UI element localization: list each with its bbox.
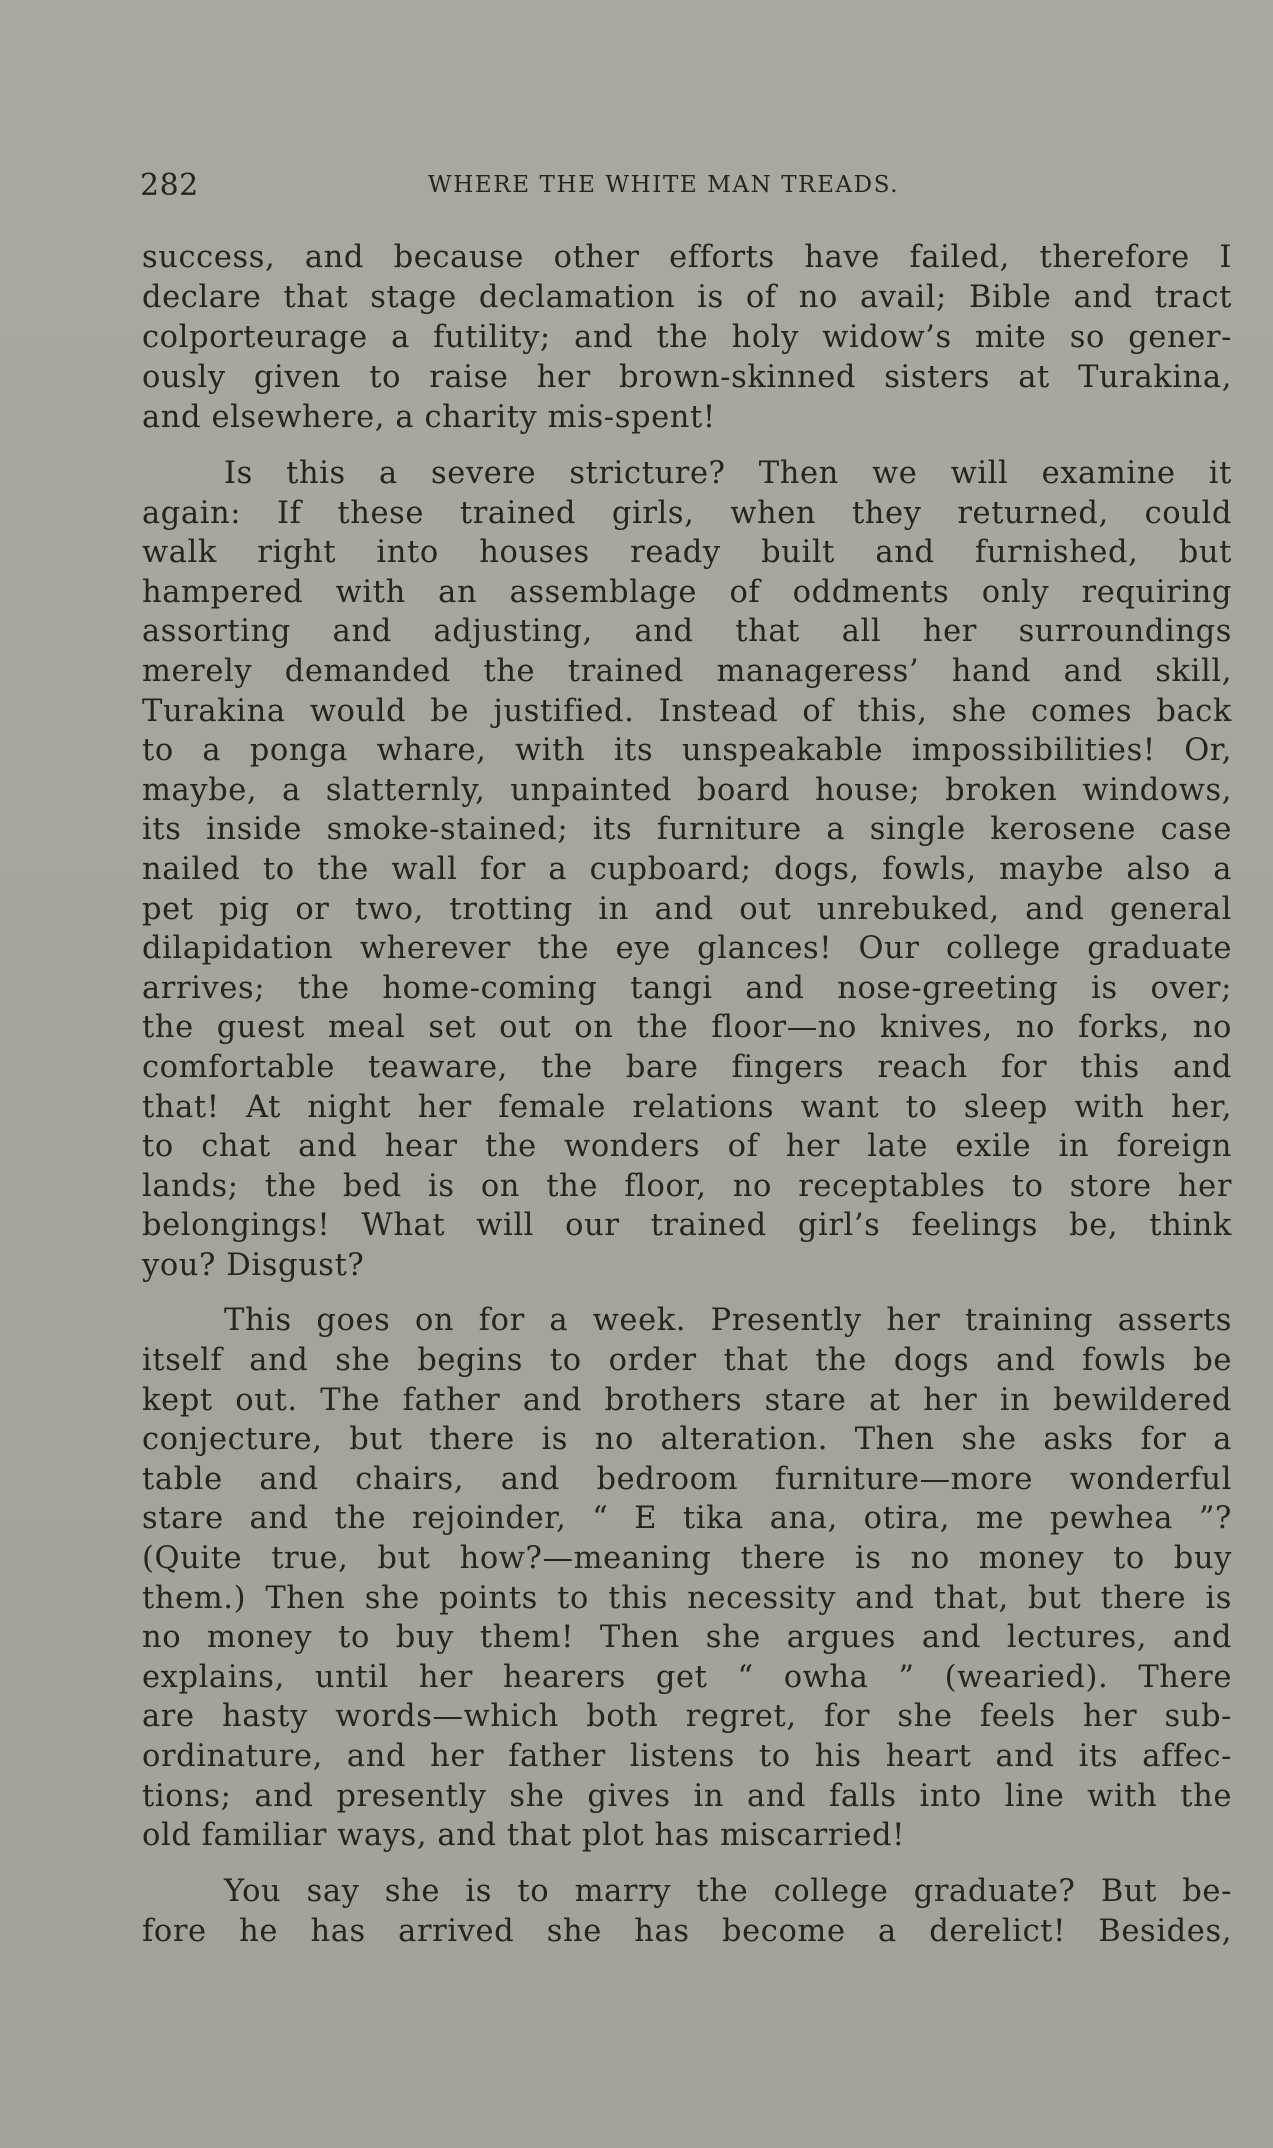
text-line: old familiar ways, and that plot has miscarried!	[142, 1818, 906, 1854]
text-line: ordinature, and her father listens to his heart and its affec-	[142, 1739, 1232, 1774]
text-line: success, and because other efforts have failed, therefore I	[142, 240, 1232, 275]
text-line: Is this a severe stricture? Then we will examine it	[224, 456, 1232, 491]
text-line: walk right into houses ready built and furnished, but	[142, 535, 1232, 571]
text-line: its inside smoke-stained; its furniture a single kerosene case	[142, 812, 1232, 848]
text-line: assorting and adjusting, and that all her surroundings	[142, 614, 1232, 650]
text-line: explains, until her hearers get “ owha ” (wearied). There	[142, 1659, 1232, 1695]
text-line: and elsewhere, a charity mis-spent!	[142, 400, 716, 435]
text-line: that! At night her female relations want to sleep with her,	[142, 1089, 1232, 1125]
text-line: tions; and presently she gives in and falls into line with the	[142, 1778, 1232, 1814]
text-line: to a ponga whare, with its unspeakable impossibilities! Or,	[142, 733, 1232, 769]
paragraph-2	[142, 454, 1232, 1285]
text-line: You say she is to marry the college graduate? But be-	[224, 1873, 1232, 1909]
text-line: again: If these trained girls, when they returned, could	[142, 495, 1232, 531]
paragraph-4	[142, 1872, 1232, 1952]
paragraph-3	[142, 1301, 1232, 1855]
text-line: colporteurage a futility; and the holy widow’s mite so gener-	[142, 320, 1232, 355]
text-line: pet pig or two, trotting in and out unrebuked, and general	[142, 891, 1232, 927]
page-header	[140, 168, 1235, 208]
text-line: lands; the bed is on the floor, no receptables to store her	[142, 1168, 1232, 1204]
text-line: kept out. The father and brothers stare at her in bewildered	[142, 1382, 1232, 1418]
body-text	[142, 238, 1232, 1952]
text-line: table and chairs, and bedroom furniture—more wonderful	[142, 1461, 1232, 1497]
text-line: merely demanded the trained manageress’ hand and skill,	[142, 653, 1232, 689]
text-line: belongings! What will our trained girl’s feelings be, think	[142, 1208, 1232, 1244]
text-line: dilapidation wherever the eye glances! Our college graduate	[142, 931, 1232, 967]
text-line: nailed to the wall for a cupboard; dogs, fowls, maybe also a	[142, 851, 1232, 887]
text-line: them.) Then she points to this necessity and that, but there is	[142, 1580, 1232, 1616]
text-line: are hasty words—which both regret, for she feels her sub-	[142, 1699, 1232, 1735]
text-line: hampered with an assemblage of oddments only requiring	[142, 574, 1232, 610]
text-line: you? Disgust?	[142, 1247, 365, 1283]
text-line: maybe, a slatternly, unpainted board house; broken windows,	[142, 772, 1232, 808]
text-line: arrives; the home-coming tangi and nose-greeting is over;	[142, 970, 1232, 1006]
running-head: WHERE THE WHITE MAN TREADS.	[428, 172, 900, 198]
text-line: ously given to raise her brown-skinned sisters at Turakina,	[142, 360, 1232, 395]
text-line: stare and the rejoinder, “ E tika ana, otira, me pewhea ”?	[142, 1501, 1232, 1537]
text-line: no money to buy them! Then she argues and lectures, and	[142, 1620, 1232, 1656]
page-number: 282	[140, 168, 199, 203]
text-line: conjecture, but there is no alteration. Then she asks for a	[142, 1422, 1232, 1458]
text-line: (Quite true, but how?—meaning there is no money to buy	[142, 1541, 1232, 1577]
text-line: the guest meal set out on the floor—no knives, no forks, no	[142, 1010, 1232, 1046]
text-line: This goes on for a week. Presently her training asserts	[224, 1303, 1232, 1339]
text-line: to chat and hear the wonders of her late exile in foreign	[142, 1129, 1232, 1165]
text-line: Turakina would be justified. Instead of this, she comes back	[142, 693, 1232, 729]
text-line: comfortable teaware, the bare fingers reach for this and	[142, 1049, 1232, 1085]
text-line: itself and she begins to order that the dogs and fowls be	[142, 1343, 1232, 1379]
text-line: declare that stage declamation is of no avail; Bible and tract	[142, 280, 1232, 315]
paragraph-1	[142, 238, 1232, 438]
text-line: fore he has arrived she has become a derelict! Besides,	[142, 1913, 1232, 1949]
